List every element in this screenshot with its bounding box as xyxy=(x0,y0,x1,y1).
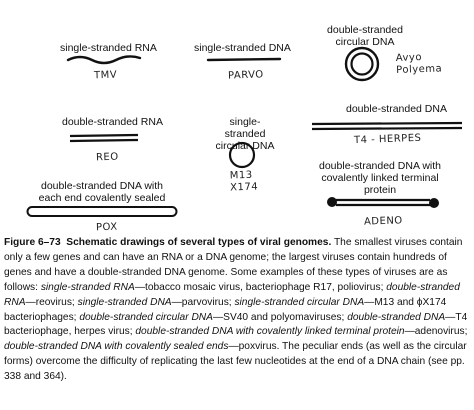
label-ds-rna: double-stranded RNA xyxy=(62,116,163,128)
figure-number: Figure 6–73 xyxy=(4,237,61,248)
ds-circular-dna-inner xyxy=(352,54,373,75)
caption-text: —parvovirus; xyxy=(171,296,235,308)
caption-term: single-stranded circular DNA xyxy=(234,296,365,308)
note-parvo: PARVO xyxy=(227,69,264,82)
label-ss-circular-dna: single-stranded circular DNA xyxy=(215,116,275,152)
note-adeno: ADENO xyxy=(363,215,403,228)
note-tmv: TMV xyxy=(93,69,118,82)
label-ds-circular-dna: double-stranded circular DNA xyxy=(327,24,403,48)
label-ds-dna-protein: double-stranded DNA with covalently linked terminal protein xyxy=(319,160,441,196)
caption-term: double-stranded DNA with covalently linked terminal protein xyxy=(135,326,405,338)
caption-text: —SV40 and polyomaviruses; xyxy=(212,311,348,323)
caption-term: double-stranded DNA with covalently sealed ends xyxy=(4,341,229,353)
caption-text: The smallest viruses contain only a few genes and can have an RNA or a DNA genome; the largest viruses contain hundreds of genes and have a double-stranded DNA genome. Some examples of these types of viruses are as follows: xyxy=(4,237,463,293)
caption-term: double-stranded RNA xyxy=(4,281,460,308)
ds-dna-sealed-ends xyxy=(28,207,177,216)
ds-dna-strand-top xyxy=(312,123,462,124)
figure-caption xyxy=(4,236,470,385)
caption-term: double-stranded DNA xyxy=(347,311,446,323)
note-m13-x174: M13 X174 xyxy=(229,169,259,194)
note-pox: POX xyxy=(95,221,118,234)
terminal-protein-right xyxy=(429,198,439,208)
label-ss-dna: single-stranded DNA xyxy=(194,42,291,54)
caption-text: —T4 bacteriophage, herpes virus; xyxy=(4,311,468,338)
note-t4-herpes: T4 - HERPES xyxy=(353,132,422,147)
caption-text: —tobacco mosaic virus, bacteriophage R17, poliovirus; xyxy=(134,281,387,293)
ds-rna-strand-top xyxy=(70,135,138,136)
figure-title: Schematic drawings of several types of viral genomes. xyxy=(66,237,332,248)
caption-text: —M13 and ϕX174 bacteriophages; xyxy=(4,296,447,323)
terminal-protein-left xyxy=(327,197,337,207)
ds-rna-strand-bottom xyxy=(70,140,138,141)
note-reo: REO xyxy=(95,151,119,164)
label-ds-dna-sealed: double-stranded DNA with each end covalently sealed xyxy=(38,180,166,204)
caption-term: single-stranded DNA xyxy=(77,296,172,308)
caption-text: —adenovirus; xyxy=(404,326,468,338)
ds-dna-strand-bottom xyxy=(312,128,462,129)
caption-text: —poxvirus. The peculiar ends (as well as the circular forms) overcome the difficulty of replicating the last few nucleotides at the end of a DNA chain (see pp. 338 and 364). xyxy=(4,341,467,383)
ss-dna-strand xyxy=(208,59,280,60)
caption-term: single-stranded RNA xyxy=(40,281,135,293)
ss-rna-strand xyxy=(68,56,140,63)
caption-text: —reovirus; xyxy=(25,296,78,308)
caption-term: double-stranded circular DNA xyxy=(79,311,213,323)
note-polyoma: Avyo Polyema xyxy=(395,52,443,76)
label-ds-dna: double-stranded DNA xyxy=(346,103,447,115)
label-ss-rna: single-stranded RNA xyxy=(60,42,157,54)
